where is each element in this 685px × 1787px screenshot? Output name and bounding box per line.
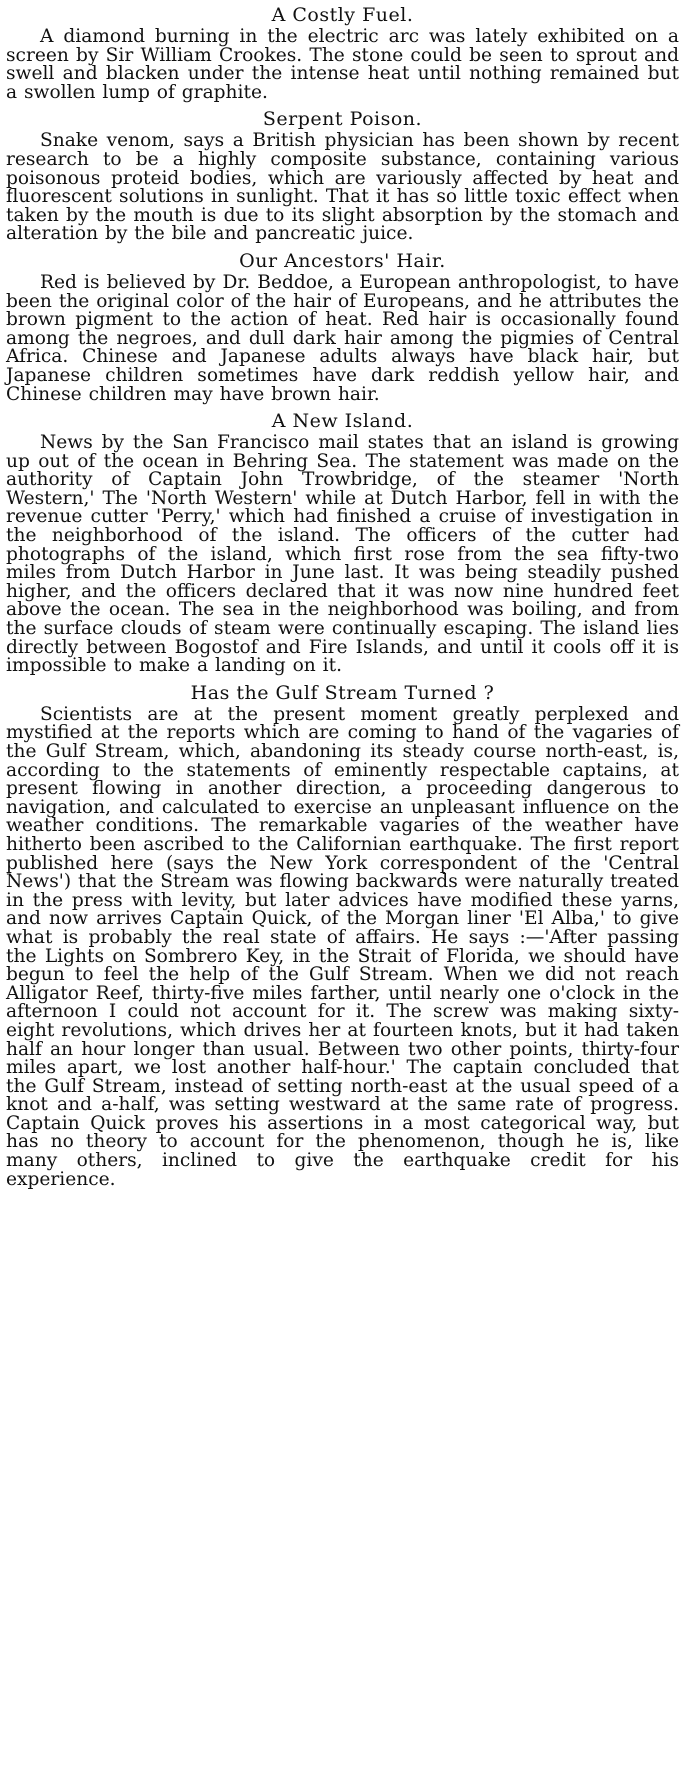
article-new-island [6, 410, 679, 676]
article-headline: Serpent Poison. [262, 108, 423, 131]
article-body: Scientists are at the present moment greatly perplexed and mystified at the reports which are coming to hand of the vagaries of the Gulf Stream, which, abandoning its steady course north-east, is, according to the statements of eminently respectable captains, at present flowing in another direction, a proceeding dangerous to navigation, and calculated to exercise an unpleasant influence on the weather conditions. The remarkable vagaries of the weather have hitherto been ascribed to the Californian earthquake. The first report published here (says the New York correspondent of the 'Central News') that the Stream was flowing backwards were naturally treated in the press with levity, but later advices have modified these yarns, and now arrives Captain Quick, of the Morgan liner 'El Alba,' to give what is probably the real state of affairs. He says :—'After passing the Lights on Sombrero Key, in the Strait of Florida, we should have begun to feel the help of the Gulf Stream. When we did not reach Alligator Reef, thirty-five miles farther, until nearly one o'clock in the afternoon I could not account for it. The screw was making sixty-eight revolutions, which drives her at fourteen knots, but it had taken half an hour longer than usual. Between two other points, thirty-four miles apart, we lost another half-hour.' The captain concluded that the Gulf Stream, instead of setting north-east at the usual speed of a knot and a-half, was setting westward at the same rate of progress. Captain Quick proves his assertions in a most categorical way, but has no theory to account for the phenomenon, though he is, like many others, inclined to give the earthquake credit for his experience. [6, 703, 679, 1190]
article-body: News by the San Francisco mail states that an island is growing up out of the ocean in Behring Sea. The statement was made on the authority of Captain John Trowbridge, of the steamer 'North Western,' The 'North Western' while at Dutch Harbor, fell in with the revenue cutter 'Perry,' which had finished a cruise of investigation in the neighborhood of the island. The officers of the cutter had photographs of the island, which first rose from the sea fifty-two miles from Dutch Harbor in June last. It was being steadily pushed higher, and the officers declared that it was now nine hundred feet above the ocean. The sea in the neighborhood was boiling, and from the surface clouds of steam were continually escaping. The island lies directly between Bogostof and Fire Islands, and until it cools off it is impossible to make a landing on it. [6, 432, 679, 677]
article-ancestors-hair [6, 250, 679, 404]
article-gulf-stream [6, 682, 679, 1189]
article-body: A diamond burning in the electric arc was lately exhibited on a screen by Sir William Crookes. The stone could be seen to sprout and swell and blacken under the intense heat until nothing remained but a swollen lump of graphite. [6, 26, 679, 103]
article-body: Red is believed by Dr. Beddoe, a European anthropologist, to have been the original color of the hair of Europeans, and he attributes the brown pigment to the action of heat. Red hair is occasionally found among the negroes, and dull dark hair among the pigmies of Central Africa. Chinese and Japanese adults always have black hair, but Japanese children sometimes have dark reddish yellow hair, and Chinese children may have brown hair. [6, 271, 679, 405]
article-serpent-poison [6, 108, 679, 244]
article-body: Snake venom, says a British physician has been shown by recent research to be a highly composite substance, containing various poisonous proteid bodies, which are variously affected by heat and fluorescent solutions in sunlight. That it has so little toxic effect when taken by the mouth is due to its slight absorption by the stomach and alteration by the bile and pancreatic juice. [6, 130, 679, 245]
article-headline: Has the Gulf Stream Turned ? [190, 681, 495, 704]
article-headline: A New Island. [271, 410, 414, 433]
article-costly-fuel [6, 4, 679, 102]
article-headline: A Costly Fuel. [271, 4, 414, 26]
article-headline: Our Ancestors' Hair. [239, 249, 446, 272]
